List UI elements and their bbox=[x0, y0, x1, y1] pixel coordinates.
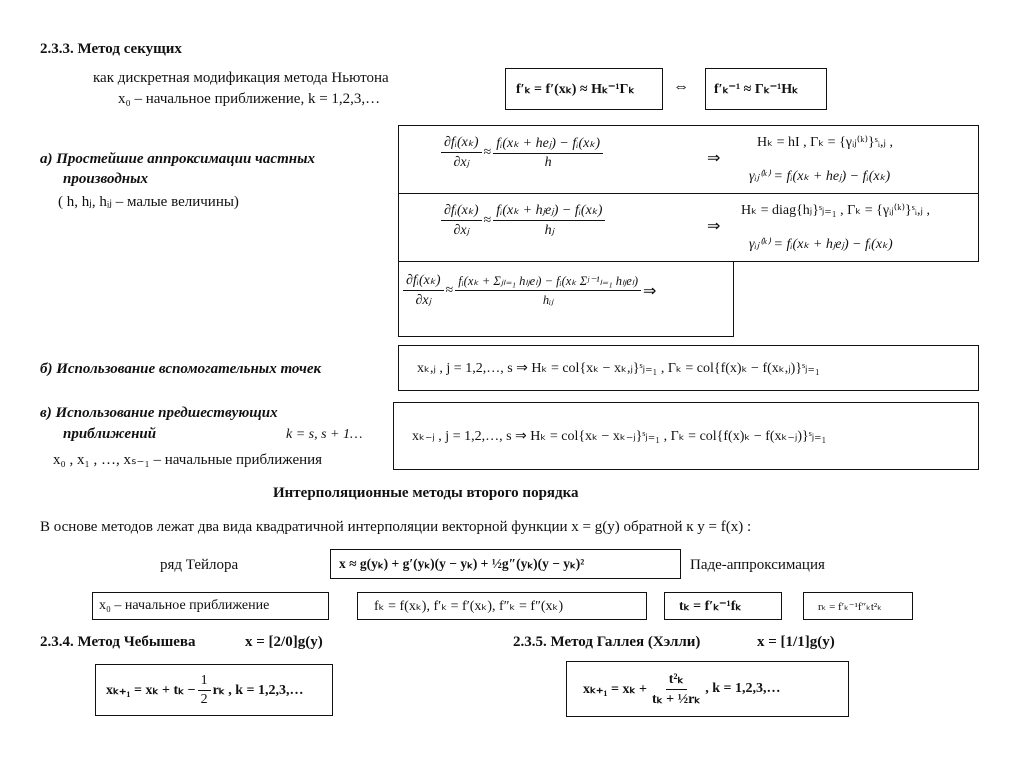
row1-lhs-fraction bbox=[441, 134, 482, 171]
pade-label: Паде-аппроксимация bbox=[690, 557, 825, 573]
interp-heading: Интерполяционные методы второго порядка bbox=[273, 485, 579, 501]
row2-rhs-den: hⱼ bbox=[544, 223, 555, 238]
part-a-note: ( h, hⱼ, hᵢⱼ – малые величины) bbox=[58, 194, 239, 210]
taylor-box bbox=[330, 549, 681, 579]
taylor-label: ряд Тейлора bbox=[160, 557, 239, 573]
row1-approx: ≈ bbox=[483, 144, 492, 160]
row2-result-2: γᵢⱼ⁽ᵏ⁾ = fᵢ(xₖ + hⱼeⱼ) − fᵢ(xₖ) bbox=[749, 237, 893, 252]
row2-rhs-fraction bbox=[493, 202, 605, 239]
row2-result-1: Hₖ = diag{hⱼ}ˢⱼ₌₁ , Γₖ = {γᵢⱼ⁽ᵏ⁾}ˢᵢ,ⱼ , bbox=[741, 203, 930, 218]
section-234-notation: x = [2/0]g(y) bbox=[245, 634, 323, 650]
inverse-jacobian-box bbox=[705, 68, 827, 110]
part-a-title-line1: а) Простейшие аппроксимации частных bbox=[40, 151, 315, 167]
row3-lhs-num: ∂fᵢ(xₖ) bbox=[403, 272, 444, 291]
section-235-title: 2.3.5. Метод Галлея (Хэлли) bbox=[513, 634, 701, 650]
row1-rhs-num: fᵢ(xₖ + heⱼ) − fᵢ(xₖ) bbox=[493, 135, 603, 154]
row2-lhs-den: ∂xⱼ bbox=[453, 223, 470, 238]
part-v-box bbox=[393, 402, 979, 470]
interp-sentence: В основе методов лежат два вида квадратичной интерполяции векторной функции x = g(y) обратной к y = f(x) : bbox=[40, 519, 752, 535]
part-v-formula: xₖ₋ⱼ , j = 1,2,…, s ⇒ Hₖ = col{xₖ − xₖ₋ⱼ}ˢⱼ₌₁ , Γₖ = col{f(x)ₖ − f(xₖ₋ⱼ)}ˢⱼ₌₁ bbox=[412, 428, 827, 444]
chebyshev-fraction bbox=[198, 673, 211, 708]
row1-result-2: γᵢⱼ⁽ᵏ⁾ = fᵢ(xₖ + heⱼ) − fᵢ(xₖ) bbox=[749, 169, 891, 184]
initial-approx-text: x₀ – начальное приближение bbox=[99, 598, 270, 613]
t-formula: tₖ = f′ₖ⁻¹fₖ bbox=[679, 598, 742, 614]
halley-fraction bbox=[649, 671, 703, 708]
halley-formula-right: , k = 1,2,3,… bbox=[705, 681, 781, 696]
row1-rhs-den: h bbox=[544, 154, 552, 170]
row2-approx: ≈ bbox=[483, 212, 492, 228]
part-b-title: б) Использование вспомогательных точек bbox=[40, 361, 322, 377]
row2-arrow: ⇒ bbox=[707, 218, 721, 235]
r-formula: rₖ = f′ₖ⁻¹f″ₖt²ₖ bbox=[818, 600, 882, 613]
row2-lhs-fraction bbox=[441, 202, 482, 239]
chebyshev-frac-num: 1 bbox=[198, 673, 211, 691]
part-a-title-line2: производных bbox=[63, 171, 149, 187]
r-box bbox=[803, 592, 913, 620]
equivalence-arrow: ⇔ bbox=[673, 78, 689, 95]
approx-row-1 bbox=[398, 125, 979, 194]
chebyshev-formula-right: rₖ , k = 1,2,3,… bbox=[212, 682, 304, 698]
intro-line-1: как дискретная модификация метода Ньютона bbox=[93, 70, 389, 86]
part-b-formula: xₖ,ⱼ , j = 1,2,…, s ⇒ Hₖ = col{xₖ − xₖ,ⱼ}ˢⱼ₌₁ , Γₖ = col{f(x)ₖ − f(xₖ,ⱼ)}ˢⱼ₌₁ bbox=[417, 360, 820, 376]
chebyshev-frac-den: 2 bbox=[200, 691, 208, 707]
part-v-k-range: k = s, s + 1… bbox=[286, 427, 363, 442]
derivatives-box bbox=[357, 592, 647, 620]
halley-formula-left: xₖ₊₁ = xₖ + bbox=[583, 681, 647, 697]
row2-lhs-num: ∂fᵢ(xₖ) bbox=[441, 202, 482, 221]
chebyshev-box bbox=[95, 664, 333, 716]
initial-approx-box bbox=[92, 592, 329, 620]
row3-lhs-fraction bbox=[403, 272, 444, 309]
row1-lhs-den: ∂xⱼ bbox=[453, 155, 470, 170]
approx-row-3 bbox=[398, 261, 734, 337]
section-235-notation: x = [1/1]g(y) bbox=[757, 634, 835, 650]
section-234-title: 2.3.4. Метод Чебышева bbox=[40, 634, 196, 650]
row1-result-1: Hₖ = hI , Γₖ = {γᵢⱼ⁽ᵏ⁾}ˢᵢ,ⱼ , bbox=[757, 135, 893, 150]
part-v-initial: x₀ , x₁ , …, xₛ₋₁ – начальные приближения bbox=[53, 452, 323, 468]
row1-rhs-fraction bbox=[493, 135, 603, 171]
row3-lhs-den: ∂xⱼ bbox=[415, 293, 432, 308]
approx-row-2 bbox=[398, 193, 979, 262]
chebyshev-formula-left: xₖ₊₁ = xₖ + tₖ − bbox=[106, 682, 196, 698]
part-v-title-line2: приближений bbox=[63, 426, 157, 442]
row3-rhs-num: fᵢ(xₖ + Σⱼₗ₌₁ hₗⱼeₗ) − fᵢ(xₖ Σʲ⁻¹ₗ₌₁ hₗⱼeₗ) bbox=[455, 273, 641, 291]
row1-lhs-num: ∂fᵢ(xₖ) bbox=[441, 134, 482, 153]
halley-frac-num: t²ₖ bbox=[666, 671, 687, 690]
jacobian-approx-formula: f′ₖ = f′(xₖ) ≈ Hₖ⁻¹Γₖ bbox=[516, 81, 635, 97]
part-v-title-line1: в) Использование предшествующих bbox=[40, 405, 278, 421]
row3-approx: ≈ bbox=[445, 282, 454, 298]
section-233-title: 2.3.3. Метод секущих bbox=[40, 41, 182, 57]
row3-rhs-den: hᵢⱼ bbox=[542, 293, 554, 307]
row3-rhs-fraction bbox=[455, 273, 641, 308]
derivatives-formula: fₖ = f(xₖ), f′ₖ = f′(xₖ), f″ₖ = f″(xₖ) bbox=[374, 598, 564, 614]
row2-rhs-num: fᵢ(xₖ + hⱼeⱼ) − fᵢ(xₖ) bbox=[493, 202, 605, 221]
halley-frac-den: tₖ + ½rₖ bbox=[651, 691, 701, 707]
row3-arrow: ⇒ bbox=[643, 282, 657, 300]
part-b-box bbox=[398, 345, 979, 391]
row1-arrow: ⇒ bbox=[707, 150, 721, 167]
halley-box bbox=[566, 661, 849, 717]
inverse-jacobian-formula: f′ₖ⁻¹ ≈ Γₖ⁻¹Hₖ bbox=[714, 81, 799, 97]
taylor-formula: x ≈ g(yₖ) + g′(yₖ)(y − yₖ) + ½g″(yₖ)(y − yₖ)² bbox=[339, 556, 585, 571]
jacobian-approx-box bbox=[505, 68, 663, 110]
intro-line-2: x₀ – начальное приближение, k = 1,2,3,… bbox=[118, 91, 381, 107]
t-box bbox=[664, 592, 782, 620]
